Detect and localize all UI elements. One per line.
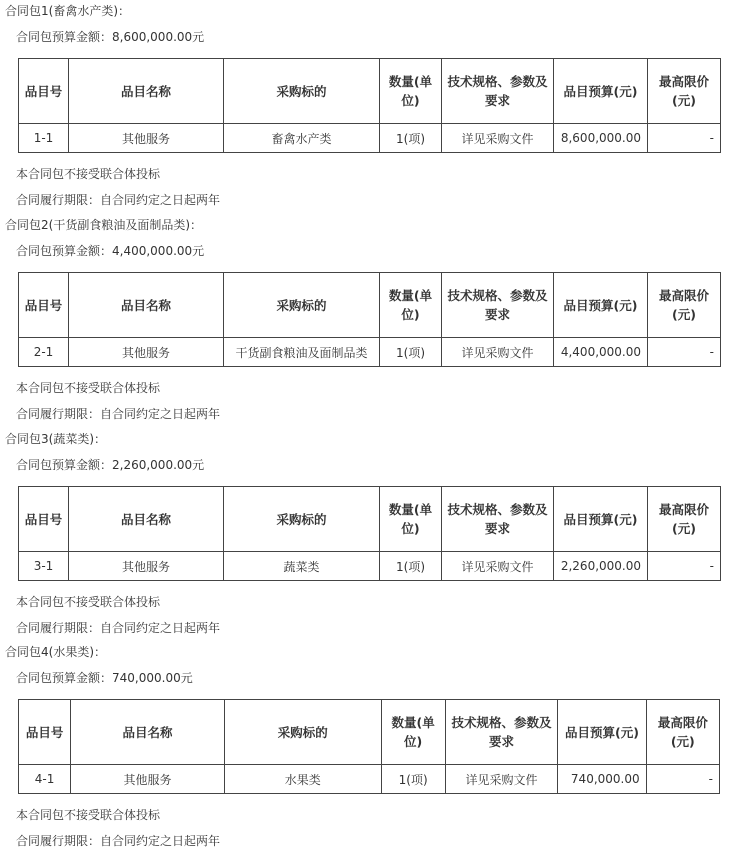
package-title: 合同包4(水果类)：: [5, 645, 106, 659]
header-quantity: 数量(单位): [381, 700, 445, 765]
header-spec: 技术规格、参数及要求: [442, 59, 554, 124]
header-budget: 品目预算(元): [558, 700, 646, 765]
term-note: 合同履行期限：自合同约定之日起两年: [16, 407, 221, 421]
cell-quantity: 1(项): [380, 338, 442, 367]
header-spec: 技术规格、参数及要求: [442, 273, 554, 338]
header-target: 采购标的: [224, 700, 381, 765]
header-budget: 品目预算(元): [554, 487, 648, 552]
cell-target: 畜禽水产类: [224, 124, 380, 153]
package-title: 合同包1(畜禽水产类)：: [5, 4, 130, 18]
header-quantity: 数量(单位): [380, 487, 442, 552]
term-note: 合同履行期限：自合同约定之日起两年: [16, 621, 221, 635]
cell-max-price: -: [648, 552, 721, 581]
cell-target: 干货副食粮油及面制品类: [224, 338, 380, 367]
term-note: 合同履行期限：自合同约定之日起两年: [16, 834, 221, 848]
header-item-no: 品目号: [19, 59, 69, 124]
header-budget: 品目预算(元): [554, 273, 648, 338]
cell-item-no: 2-1: [19, 338, 69, 367]
cell-quantity: 1(项): [380, 124, 442, 153]
header-item-name: 品目名称: [69, 273, 224, 338]
consortium-note: 本合同包不接受联合体投标: [16, 381, 161, 395]
header-target: 采购标的: [224, 487, 380, 552]
cell-max-price: -: [646, 765, 719, 794]
items-table: [18, 699, 720, 794]
package-title: 合同包2(干货副食粮油及面制品类)：: [5, 218, 202, 232]
header-spec: 技术规格、参数及要求: [445, 700, 557, 765]
package-title: 合同包3(蔬菜类)：: [5, 432, 106, 446]
header-item-no: 品目号: [19, 273, 69, 338]
header-budget: 品目预算(元): [554, 59, 648, 124]
header-quantity: 数量(单位): [380, 59, 442, 124]
cell-item-name: 其他服务: [69, 338, 224, 367]
header-max-price: 最高限价(元): [648, 273, 721, 338]
header-item-no: 品目号: [19, 487, 69, 552]
header-item-no: 品目号: [19, 700, 71, 765]
cell-budget: 2,260,000.00: [554, 552, 648, 581]
cell-budget: 8,600,000.00: [554, 124, 648, 153]
table-row: [19, 124, 721, 153]
cell-target: 水果类: [224, 765, 381, 794]
cell-spec: 详见采购文件: [442, 552, 554, 581]
header-spec: 技术规格、参数及要求: [442, 487, 554, 552]
cell-item-no: 4-1: [19, 765, 71, 794]
cell-item-name: 其他服务: [69, 552, 224, 581]
package-budget: 合同包预算金额：2,260,000.00元: [16, 458, 205, 472]
package-budget: 合同包预算金额：4,400,000.00元: [16, 244, 205, 258]
cell-spec: 详见采购文件: [445, 765, 557, 794]
cell-budget: 740,000.00: [558, 765, 646, 794]
package-budget: 合同包预算金额：8,600,000.00元: [16, 30, 205, 44]
header-item-name: 品目名称: [71, 700, 225, 765]
cell-target: 蔬菜类: [224, 552, 380, 581]
cell-spec: 详见采购文件: [442, 338, 554, 367]
table-header-row: [19, 273, 721, 338]
consortium-note: 本合同包不接受联合体投标: [16, 595, 161, 609]
consortium-note: 本合同包不接受联合体投标: [16, 167, 161, 181]
header-max-price: 最高限价(元): [646, 700, 719, 765]
cell-quantity: 1(项): [381, 765, 445, 794]
header-max-price: 最高限价(元): [648, 487, 721, 552]
cell-quantity: 1(项): [380, 552, 442, 581]
package-budget: 合同包预算金额：740,000.00元: [16, 671, 193, 685]
cell-budget: 4,400,000.00: [554, 338, 648, 367]
table-header-row: [19, 59, 721, 124]
header-max-price: 最高限价(元): [648, 59, 721, 124]
cell-item-name: 其他服务: [71, 765, 225, 794]
cell-item-name: 其他服务: [69, 124, 224, 153]
header-item-name: 品目名称: [69, 59, 224, 124]
table-row: [19, 338, 721, 367]
items-table: [18, 272, 721, 367]
cell-item-no: 1-1: [19, 124, 69, 153]
header-target: 采购标的: [224, 273, 380, 338]
term-note: 合同履行期限：自合同约定之日起两年: [16, 193, 221, 207]
header-quantity: 数量(单位): [380, 273, 442, 338]
cell-max-price: -: [648, 338, 721, 367]
table-row: [19, 552, 721, 581]
consortium-note: 本合同包不接受联合体投标: [16, 808, 161, 822]
table-header-row: [19, 700, 720, 765]
items-table: [18, 486, 721, 581]
header-item-name: 品目名称: [69, 487, 224, 552]
cell-max-price: -: [648, 124, 721, 153]
table-header-row: [19, 487, 721, 552]
items-table: [18, 58, 721, 153]
header-target: 采购标的: [224, 59, 380, 124]
cell-item-no: 3-1: [19, 552, 69, 581]
cell-spec: 详见采购文件: [442, 124, 554, 153]
table-row: [19, 765, 720, 794]
